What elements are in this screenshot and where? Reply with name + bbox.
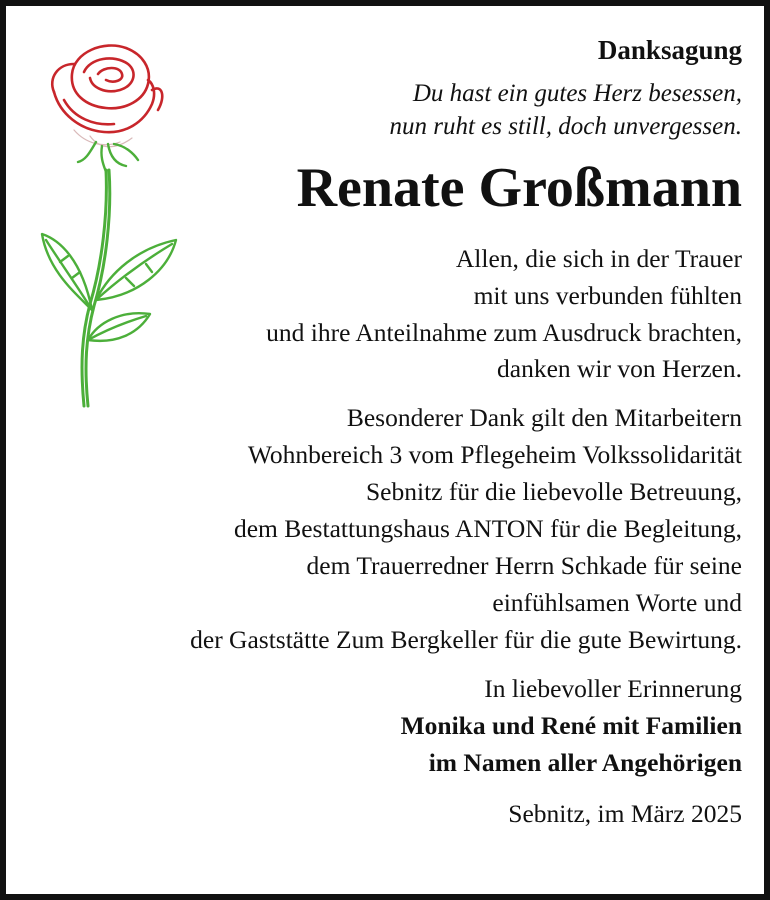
- deceased-name: Renate Großmann: [296, 157, 742, 220]
- special-thanks-line: Besonderer Dank gilt den Mitarbeitern: [346, 403, 742, 433]
- special-thanks-line: dem Bestattungshaus ANTON für die Begleitung,: [233, 514, 742, 544]
- thanks-line: Allen, die sich in der Trauer: [455, 243, 742, 273]
- signature-names: Monika und René mit Familien: [400, 711, 742, 741]
- notice-content: [46, 28, 742, 833]
- special-thanks-line: Sebnitz für die liebevolle Betreuung,: [365, 477, 742, 507]
- special-thanks-line: einfühlsamen Worte und: [492, 588, 742, 618]
- thanks-line: und ihre Anteilnahme zum Ausdruck brachten,: [266, 317, 742, 347]
- poem-line: Du hast ein gutes Herz besessen,: [412, 80, 742, 108]
- poem-line: nun ruht es still, doch unvergessen.: [389, 112, 742, 140]
- signature-block: [46, 671, 742, 782]
- signature-relation: im Namen aller Angehörigen: [428, 748, 742, 778]
- special-thanks-paragraph: [46, 400, 742, 659]
- poem: [46, 78, 742, 143]
- thanks-paragraph: [46, 241, 742, 389]
- thanks-line: mit uns verbunden fühlten: [473, 280, 742, 310]
- signature-intro: In liebevoller Erinnerung: [484, 674, 742, 704]
- special-thanks-line: dem Trauerredner Herrn Schkade für seine: [306, 551, 742, 581]
- special-thanks-line: der Gaststätte Zum Bergkeller für die gute Bewirtung.: [190, 625, 742, 655]
- thanks-line: danken wir von Herzen.: [497, 354, 742, 384]
- notice-heading: Danksagung: [597, 35, 742, 65]
- place-date: Sebnitz, im März 2025: [508, 799, 742, 829]
- special-thanks-line: Wohnbereich 3 vom Pflegeheim Volkssolidarität: [247, 440, 742, 470]
